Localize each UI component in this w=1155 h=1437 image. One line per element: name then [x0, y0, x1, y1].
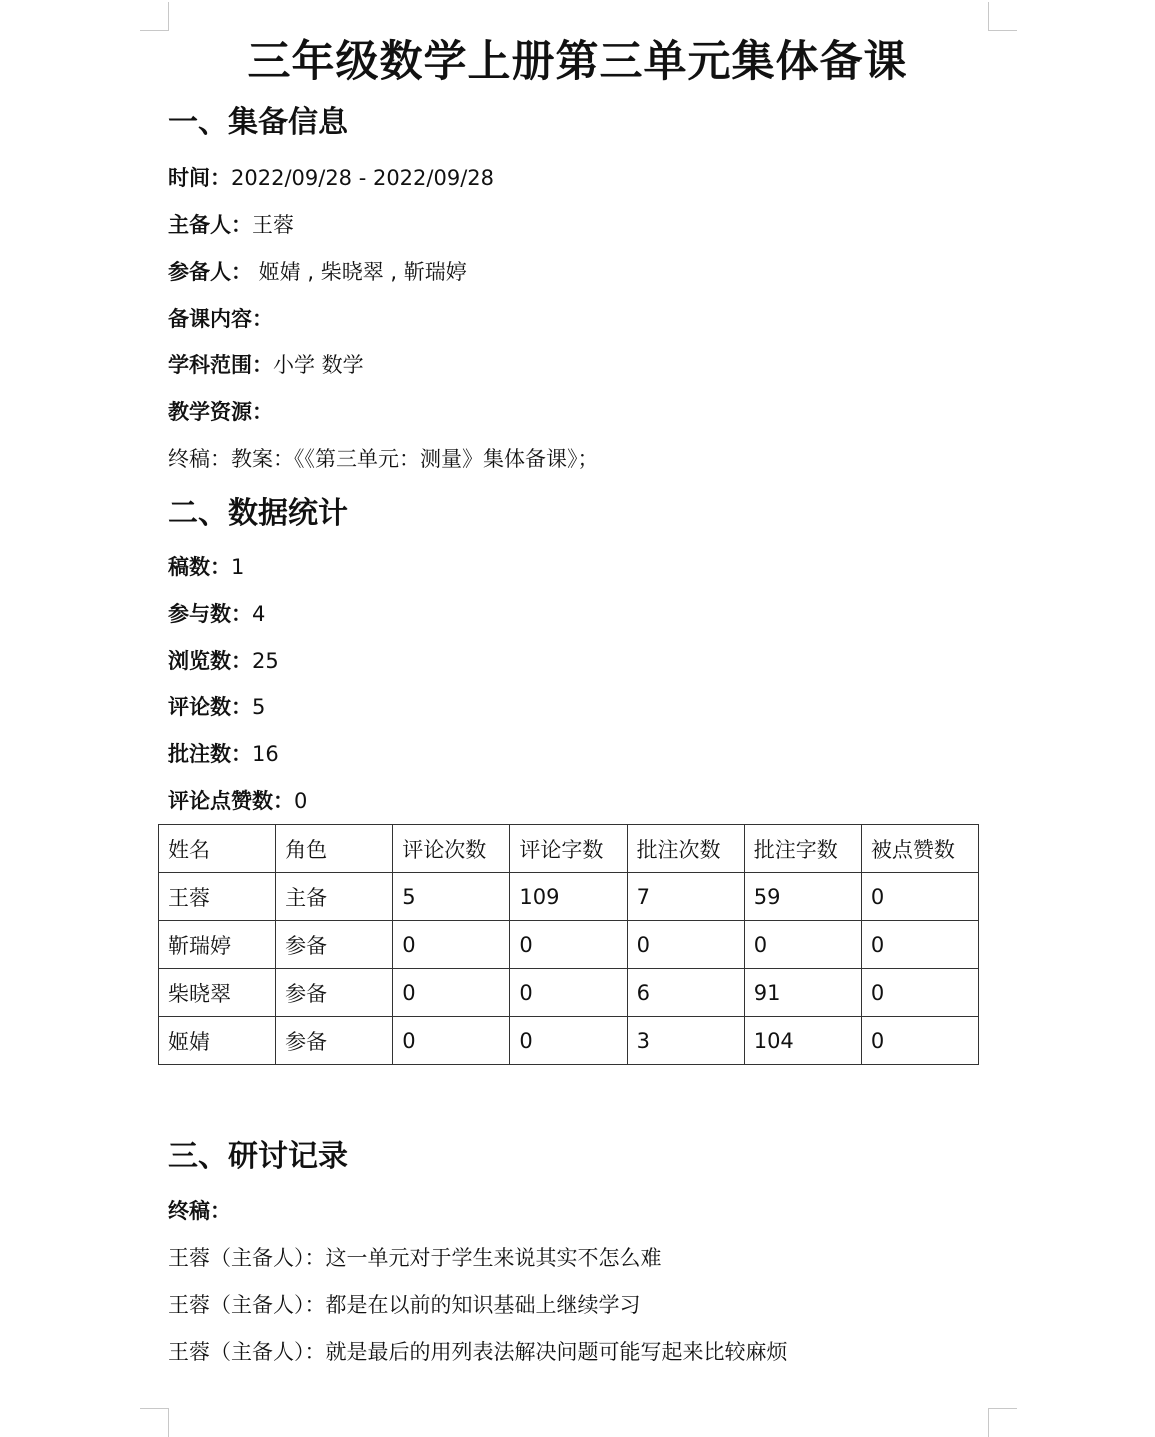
table-cell: 柴晓翠	[159, 969, 276, 1017]
participant-stats-table	[158, 824, 979, 1065]
time-label: 时间：	[168, 166, 231, 190]
table-cell: 7	[627, 873, 744, 921]
subject-line	[168, 349, 364, 381]
section-heading-stats: 二、数据统计	[168, 496, 348, 531]
resources-line	[168, 396, 273, 428]
views-line	[168, 645, 279, 677]
drafts-line	[168, 551, 244, 583]
time-value: 2022/09/28 - 2022/09/28	[231, 166, 495, 190]
table-row	[159, 969, 979, 1017]
record-speaker: 王蓉（主备人）：	[168, 1246, 326, 1270]
section-heading-discussion: 三、研讨记录	[168, 1139, 348, 1174]
participation-value: 4	[252, 602, 266, 626]
page-corner-mark-top-left	[140, 2, 169, 31]
resources-label: 教学资源：	[168, 400, 273, 424]
likes-label: 评论点赞数：	[168, 789, 294, 813]
table-cell: 109	[510, 873, 627, 921]
table-row	[159, 1017, 979, 1065]
page-corner-mark-top-right	[988, 2, 1017, 31]
participants-label: 参备人：	[168, 260, 252, 284]
discussion-record	[168, 1336, 788, 1368]
record-speaker: 王蓉（主备人）：	[168, 1293, 326, 1317]
participants-line	[168, 256, 467, 288]
table-cell: 王蓉	[159, 873, 276, 921]
likes-value: 0	[294, 789, 308, 813]
views-label: 浏览数：	[168, 649, 252, 673]
host-label: 主备人：	[168, 213, 252, 237]
table-cell: 主备	[276, 873, 393, 921]
discussion-record	[168, 1289, 641, 1321]
content-line	[168, 303, 273, 335]
table-row	[159, 873, 979, 921]
table-cell: 参备	[276, 921, 393, 969]
table-cell: 0	[861, 921, 978, 969]
page-corner-mark-bottom-right	[988, 1408, 1017, 1437]
discussion-record	[168, 1242, 662, 1274]
final-draft-label: 终稿：	[168, 1199, 231, 1223]
participation-label: 参与数：	[168, 602, 252, 626]
drafts-value: 1	[231, 555, 245, 579]
document-title: 三年级数学上册第三单元集体备课	[247, 37, 908, 87]
annotations-value: 16	[252, 742, 279, 766]
table-cell: 姬婧	[159, 1017, 276, 1065]
table-cell: 3	[627, 1017, 744, 1065]
table-cell: 0	[510, 1017, 627, 1065]
annotations-label: 批注数：	[168, 742, 252, 766]
table-cell: 0	[861, 873, 978, 921]
table-header-row	[159, 825, 979, 873]
table-cell: 0	[393, 969, 510, 1017]
table-cell: 靳瑞婷	[159, 921, 276, 969]
table-cell: 参备	[276, 1017, 393, 1065]
table-cell: 0	[510, 921, 627, 969]
host-line	[168, 209, 294, 241]
table-cell: 0	[393, 1017, 510, 1065]
header-cell: 被点赞数	[861, 825, 978, 873]
drafts-label: 稿数：	[168, 555, 231, 579]
table-cell: 6	[627, 969, 744, 1017]
participants-value: 姬婧 , 柴晓翠 , 靳瑞婷	[252, 260, 467, 284]
comments-value: 5	[252, 695, 266, 719]
section-heading-info: 一、集备信息	[168, 105, 348, 140]
record-text: 都是在以前的知识基础上继续学习	[325, 1293, 641, 1317]
table-cell: 0	[393, 921, 510, 969]
content-label: 备课内容：	[168, 307, 273, 331]
comments-line	[168, 691, 265, 723]
likes-line	[168, 785, 307, 817]
table-cell: 0	[861, 1017, 978, 1065]
subject-label: 学科范围：	[168, 353, 273, 377]
record-speaker: 王蓉（主备人）：	[168, 1340, 326, 1364]
table-cell: 5	[393, 873, 510, 921]
table-cell: 0	[627, 921, 744, 969]
header-cell: 评论次数	[393, 825, 510, 873]
table-row	[159, 921, 979, 969]
table-cell: 0	[510, 969, 627, 1017]
header-cell: 姓名	[159, 825, 276, 873]
header-cell: 批注字数	[744, 825, 861, 873]
resource-item: 终稿：教案：《《第三单元：测量》集体备课》；	[168, 447, 599, 471]
record-text: 就是最后的用列表法解决问题可能写起来比较麻烦	[325, 1340, 788, 1364]
final-draft-line	[168, 1195, 231, 1227]
record-text: 这一单元对于学生来说其实不怎么难	[325, 1246, 662, 1270]
page-corner-mark-bottom-left	[140, 1408, 169, 1437]
header-cell: 角色	[276, 825, 393, 873]
table-cell: 0	[744, 921, 861, 969]
table-cell: 104	[744, 1017, 861, 1065]
participation-line	[168, 598, 265, 630]
table-cell: 91	[744, 969, 861, 1017]
annotations-line	[168, 738, 279, 770]
header-cell: 批注次数	[627, 825, 744, 873]
table-cell: 0	[861, 969, 978, 1017]
table-cell: 59	[744, 873, 861, 921]
host-value: 王蓉	[252, 213, 294, 237]
time-line	[168, 162, 494, 194]
comments-label: 评论数：	[168, 695, 252, 719]
views-value: 25	[252, 649, 279, 673]
header-cell: 评论字数	[510, 825, 627, 873]
subject-value: 小学 数学	[273, 353, 364, 377]
table-cell: 参备	[276, 969, 393, 1017]
